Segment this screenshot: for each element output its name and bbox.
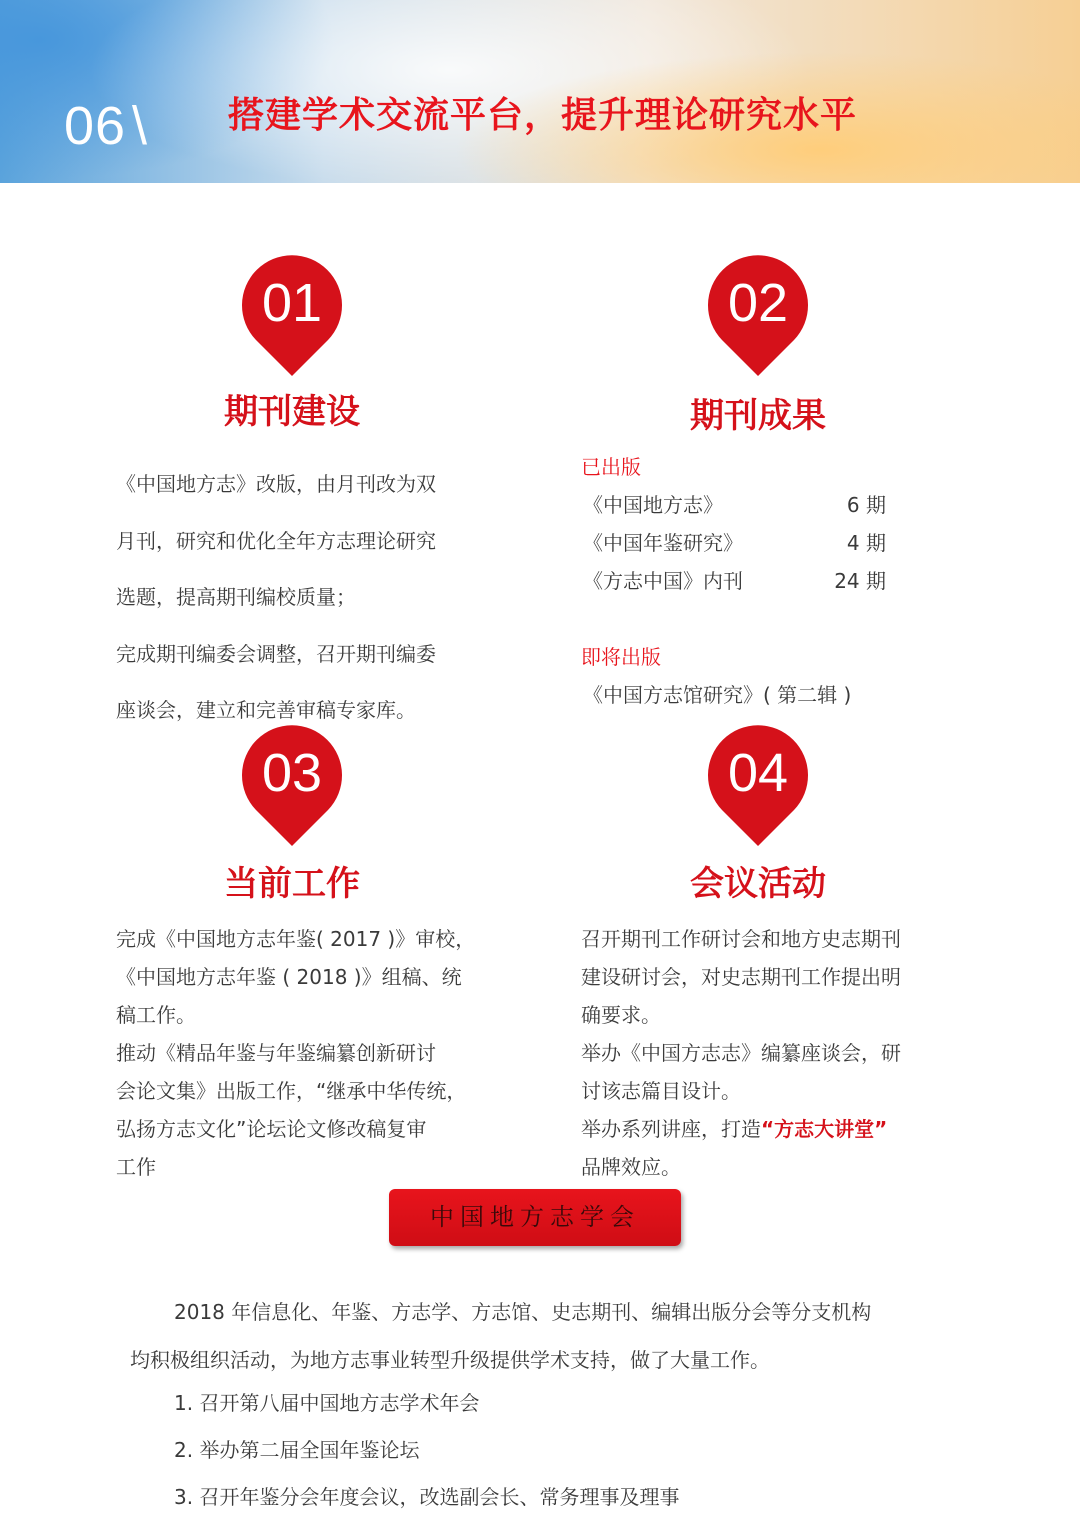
body-line: 完成《中国地方志年鉴( 2017 )》审校， (116, 927, 476, 951)
publication-name: 《中国地方志》 (583, 493, 723, 517)
section-body (116, 456, 496, 739)
section-badge-number: 02 (727, 273, 789, 333)
body-line (581, 1110, 981, 1148)
map-pin-icon (706, 724, 810, 848)
body-line: 召开期刊工作研讨会和地方史志期刊 (581, 927, 901, 951)
map-pin-icon (240, 724, 344, 848)
map-pin-icon (706, 254, 810, 378)
section-body (116, 920, 516, 1186)
body-line: 弘扬方志文化”论坛论文修改稿复审 (116, 1117, 427, 1141)
upcoming-label: 即将出版 (581, 645, 661, 669)
body-line: 会论文集》出版工作，“继承中华传统， (116, 1079, 467, 1103)
body-line: 品牌效应。 (581, 1155, 681, 1179)
list-item: 2. 举办第二届全国年鉴论坛 (174, 1438, 420, 1462)
publication-count: 4 期 (846, 531, 886, 555)
body-line-text: 举办系列讲座，打造 (581, 1117, 761, 1141)
body-line: 讨该志篇目设计。 (581, 1079, 741, 1103)
section-number-slash: \ (132, 96, 148, 156)
section-badge-number: 03 (261, 743, 323, 803)
body-line: 《中国地方志》改版，由月刊改为双 (116, 472, 436, 496)
section-heading: 期刊建设 (224, 392, 360, 432)
published-label: 已出版 (581, 455, 641, 479)
body-line: 工作 (116, 1155, 156, 1179)
body-line: 座谈会，建立和完善审稿专家库。 (116, 698, 416, 722)
body-line: 推动《精品年鉴与年鉴编纂创新研讨 (116, 1041, 436, 1065)
body-line: 确要求。 (581, 1003, 661, 1027)
section-body (581, 920, 981, 1186)
emphasis-text: “方志大讲堂” (761, 1117, 888, 1141)
list-item: 1. 召开第八届中国地方志学术年会 (174, 1391, 480, 1415)
body-line: 选题，提高期刊编校质量； (116, 585, 356, 609)
body-line: 举办《中国方志志》编纂座谈会，研 (581, 1041, 901, 1065)
publication-name: 《方志中国》内刊 (583, 569, 743, 593)
section-badge-number: 01 (261, 273, 323, 333)
body-line: 建设研讨会，对史志期刊工作提出明 (581, 965, 901, 989)
publication-count: 24 期 (834, 569, 886, 593)
body-line: 《中国地方志年鉴 ( 2018 )》组稿、统 (116, 965, 462, 989)
header-banner (0, 0, 1080, 183)
intro-line: 2018 年信息化、年鉴、方志学、方志馆、史志期刊、编辑出版分会等分支机构 (174, 1300, 872, 1324)
section-number: 06 (64, 96, 127, 156)
section-badge-number: 04 (727, 743, 789, 803)
body-line: 稿工作。 (116, 1003, 196, 1027)
society-badge: 中国地方志学会 (389, 1189, 681, 1246)
map-pin-icon (240, 254, 344, 378)
publication-name: 《中国方志馆研究》( 第二辑 ) (583, 683, 852, 707)
intro-line: 均积极组织活动，为地方志事业转型升级提供学术支持，做了大量工作。 (130, 1348, 770, 1372)
section-heading: 会议活动 (690, 864, 826, 904)
publication-count: 6 期 (846, 493, 886, 517)
page-title: 搭建学术交流平台，提升理论研究水平 (228, 95, 858, 136)
body-line: 月刊，研究和优化全年方志理论研究 (116, 528, 436, 553)
publication-name: 《中国年鉴研究》 (583, 531, 743, 555)
list-item: 3. 召开年鉴分会年度会议，改选副会长、常务理事及理事 (174, 1485, 680, 1509)
section-heading: 当前工作 (224, 864, 360, 904)
body-line: 完成期刊编委会调整，召开期刊编委 (116, 641, 436, 666)
section-heading: 期刊成果 (690, 396, 826, 436)
society-intro (130, 1288, 950, 1384)
